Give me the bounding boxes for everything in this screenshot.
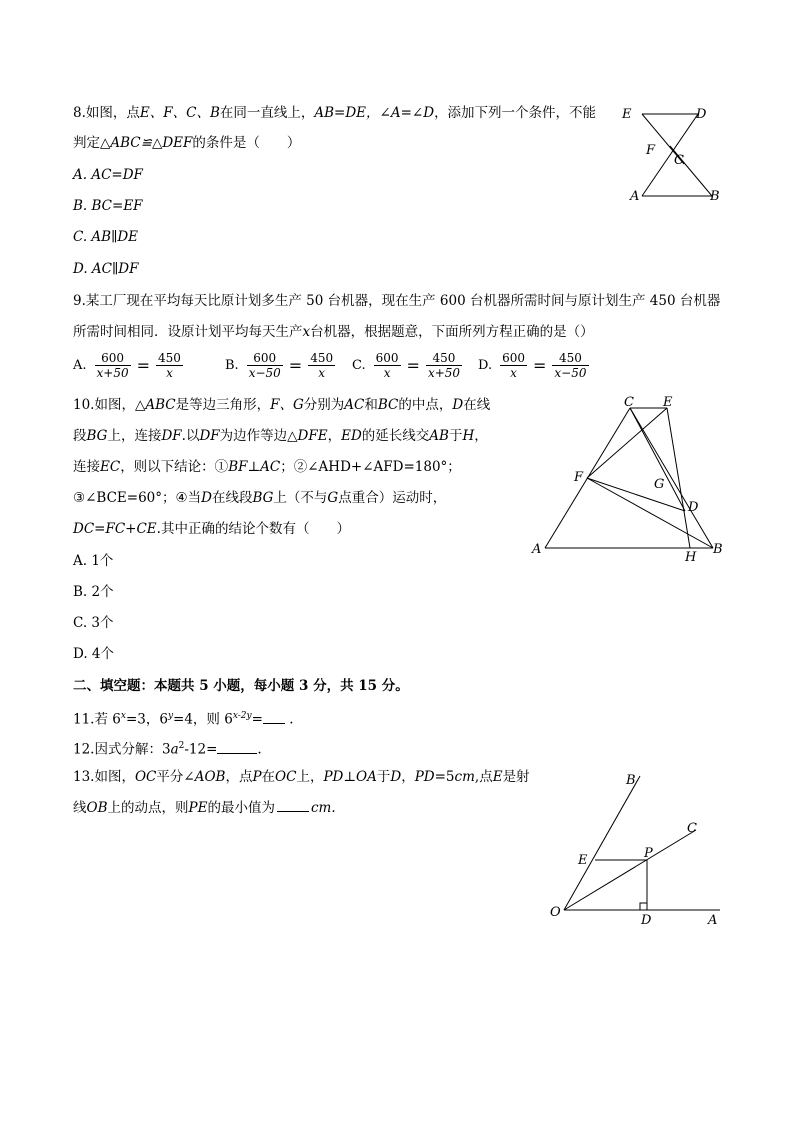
q10-label-c: C (624, 395, 634, 410)
q11-line: 11.若 $6^x=3$，$6^y=4$，则 $6^{x-2y}=$ . (73, 711, 294, 728)
fraction: $\frac{450}{x-50}$ (554, 351, 587, 380)
q10-option-d[interactable]: D. 4个 (73, 646, 115, 662)
q8-text: 在同一直线上， (219, 105, 315, 121)
q10-line2: 段BG上，连接DF.以DF为边作等边△DFE，ED的延长线交AB于H， (73, 428, 488, 444)
q8-label-f: F (646, 143, 656, 158)
q8-text: 的条件是（ ） (192, 135, 301, 151)
q9-variable: x (302, 324, 311, 340)
q8-label-e: E (622, 107, 632, 122)
q13-line1: 13.如图，OC平分∠AOB，点P在OC上，PD⊥OA于D，PD=5cm,点E是射 (73, 769, 530, 785)
q9-option-label: D. (478, 358, 493, 373)
q10-option-b[interactable]: B. 2个 (73, 584, 114, 600)
equals-sign: = (533, 356, 547, 375)
q11-answer-blank[interactable] (263, 723, 285, 724)
q13-label-c: C (687, 821, 697, 836)
q9-text: 所需时间相同．设原计划平均每天生产 (73, 324, 303, 340)
q8-option-c[interactable]: C. AB∥DE (73, 229, 139, 245)
q10-label-e: E (663, 395, 673, 410)
q12-answer-blank[interactable] (217, 753, 257, 754)
q13-answer-blank[interactable] (277, 811, 309, 812)
fraction: $\frac{450}{x+50}$ (427, 351, 461, 380)
q8-text: 判定 (73, 135, 100, 151)
q8-line1 (73, 104, 596, 122)
q13-label-b: B (626, 773, 636, 788)
q9-option-label: B. (225, 358, 239, 373)
q8-option-b[interactable]: B. BC=EF (73, 198, 143, 214)
q8-text: ，添加下列一个条件，不能 (434, 105, 597, 121)
q8-congruence: △ABC≌△DEF (100, 135, 193, 151)
q8-label-c: C (674, 153, 684, 168)
q10-label-a: A (532, 542, 542, 557)
q8-condition: ，∠A=∠D (366, 105, 435, 121)
equals-sign: = (288, 356, 303, 375)
q8-option-a[interactable]: A. AC=DF (73, 167, 143, 183)
q9-option-a[interactable] (73, 351, 185, 380)
fraction: $\frac{450}{x}$ (310, 351, 334, 380)
equals-sign: = (406, 356, 420, 375)
q8-label-b: B (710, 189, 720, 204)
q13-figure (548, 768, 728, 928)
q13-label-a: A (708, 913, 718, 928)
equals-sign: = (136, 356, 151, 375)
q10-line3: 连接EC，则以下结论：①BF⊥AC；②∠AHD+∠AFD=180°； (73, 459, 461, 475)
q13-line2: 线OB上的动点，则PE的最小值为 cm. (73, 800, 336, 816)
q10-option-c[interactable]: C. 3个 (73, 615, 114, 631)
q10-line4: ③∠BCE=60°；④当D在线段BG上（不与G点重合）运动时， (73, 490, 447, 506)
q12-line: 12.因式分解：$3a^2-12=$ . (73, 741, 262, 758)
q8-line2 (73, 134, 300, 152)
fraction: $\frac{600}{x}$ (375, 351, 399, 380)
q10-label-f: F (574, 470, 584, 485)
q8-text: 8.如图，点 (73, 105, 140, 121)
fraction: $\frac{600}{x}$ (502, 351, 525, 380)
q10-option-a[interactable]: A. 1个 (73, 553, 114, 569)
q10-label-d: D (688, 500, 699, 515)
q9-line1: 9.某工厂现在平均每天比原计划多生产 50 台机器，现在生产 600 台机器所需时间与原计划生产 450 台机器 (73, 293, 721, 309)
section-title: 二、填空题：本题共 5 小题，每小题 3 分，共 15 分。 (73, 678, 409, 694)
q13-label-p: P (644, 846, 653, 861)
q13-label-d: D (641, 913, 652, 928)
q9-option-b[interactable] (225, 351, 337, 380)
q13-label-o: O (550, 905, 561, 920)
q9-option-c[interactable] (352, 351, 464, 380)
q8-label-a: A (630, 189, 640, 204)
q9-line2 (73, 323, 594, 341)
fraction: $\frac{450}{x}$ (158, 351, 181, 380)
q10-label-b: B (713, 542, 723, 557)
q10-line1: 10.如图，△ABC是等边三角形，F、G分别为AC和BC的中点，D在线 (73, 397, 491, 413)
q10-label-g: G (654, 477, 665, 492)
q10-line5: DC=FC+CE.其中正确的结论个数有（ ） (73, 521, 350, 537)
fraction: $\frac{600}{x-50}$ (248, 351, 281, 380)
q9-text: 台机器，根据题意，下面所列方程正确的是（） (310, 324, 594, 340)
fraction: $\frac{600}{x+50}$ (96, 351, 129, 380)
q8-condition: AB=DE (314, 105, 367, 121)
q10-figure (530, 393, 730, 568)
q9-option-label: A. (73, 358, 87, 373)
q9-option-label: C. (352, 358, 366, 373)
q8-option-d[interactable]: D. AC∥DF (73, 261, 139, 277)
q9-option-d[interactable] (478, 351, 591, 380)
q13-label-e: E (578, 853, 588, 868)
q8-label-d: D (696, 107, 707, 122)
q8-figure (610, 100, 730, 210)
q8-points: E、F、C、B (139, 105, 220, 121)
q10-label-h: H (685, 550, 697, 565)
